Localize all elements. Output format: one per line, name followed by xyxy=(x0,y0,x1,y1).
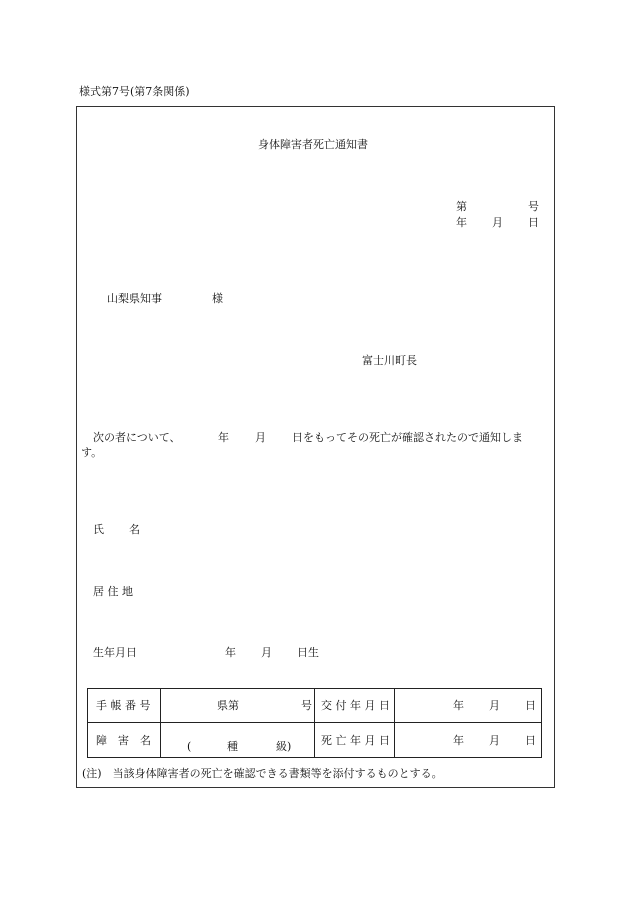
issue-year: 年 xyxy=(453,699,464,712)
death-date-value-cell xyxy=(395,723,542,758)
issue-date-value-cell xyxy=(395,689,542,723)
issue-date-label-cell xyxy=(315,689,395,723)
body-text-line2: す。 xyxy=(81,446,103,459)
footnote: (注) 当該身体障害者の死亡を確認できる書類等を添付するものとする。 xyxy=(82,767,443,780)
disability-value-cell xyxy=(161,723,315,758)
addressee-honorific: 様 xyxy=(212,292,223,305)
notebook-number-label-cell xyxy=(88,689,161,723)
doc-number-suffix: 号 xyxy=(528,200,539,213)
prefecture-prefix: 県第 xyxy=(217,699,239,712)
name-label-second: 名 xyxy=(129,523,140,536)
birthdate-label: 生年月日 xyxy=(93,646,137,659)
addressee-name: 山梨県知事 xyxy=(107,292,162,305)
number-suffix: 号 xyxy=(301,699,312,712)
form-number: 様式第7号(第7条関係) xyxy=(79,85,190,98)
birth-day: 日生 xyxy=(297,646,319,659)
doc-number-prefix: 第 xyxy=(456,200,467,213)
death-month: 月 xyxy=(489,734,500,747)
issue-day: 日 xyxy=(525,699,536,712)
death-day: 日 xyxy=(525,734,536,747)
date-month: 月 xyxy=(492,216,503,229)
notebook-number-value-cell xyxy=(161,689,315,723)
date-day: 日 xyxy=(528,216,539,229)
disability-label-cell xyxy=(88,723,161,758)
table-row xyxy=(88,723,542,758)
table-row xyxy=(88,689,542,723)
birth-year: 年 xyxy=(225,646,236,659)
body-text-rest: 日をもってその死亡が確認されたので通知しま xyxy=(292,431,523,444)
document-title: 身体障害者死亡通知書 xyxy=(258,138,368,151)
death-year: 年 xyxy=(453,734,464,747)
body-text-intro: 次の者について、 xyxy=(93,431,181,444)
notebook-number-label: 手 帳 番 号 xyxy=(96,699,151,712)
date-year: 年 xyxy=(456,216,467,229)
birth-month: 月 xyxy=(261,646,272,659)
disability-label: 障 害 名 xyxy=(96,734,151,747)
paren-open: ( xyxy=(187,740,192,753)
issue-date-label: 交 付 年 月 日 xyxy=(321,699,390,712)
death-date-label: 死 亡 年 月 日 xyxy=(321,734,390,747)
sender-name: 富士川町長 xyxy=(362,354,417,367)
death-date-label-cell xyxy=(315,723,395,758)
grade-label: 級) xyxy=(276,740,292,753)
form-frame xyxy=(76,106,555,788)
info-table xyxy=(87,688,542,758)
body-month: 月 xyxy=(255,431,266,444)
name-label-first: 氏 xyxy=(93,523,104,536)
issue-month: 月 xyxy=(489,699,500,712)
type-label: 種 xyxy=(227,740,238,753)
address-label: 居 住 地 xyxy=(93,585,133,598)
body-year: 年 xyxy=(218,431,229,444)
